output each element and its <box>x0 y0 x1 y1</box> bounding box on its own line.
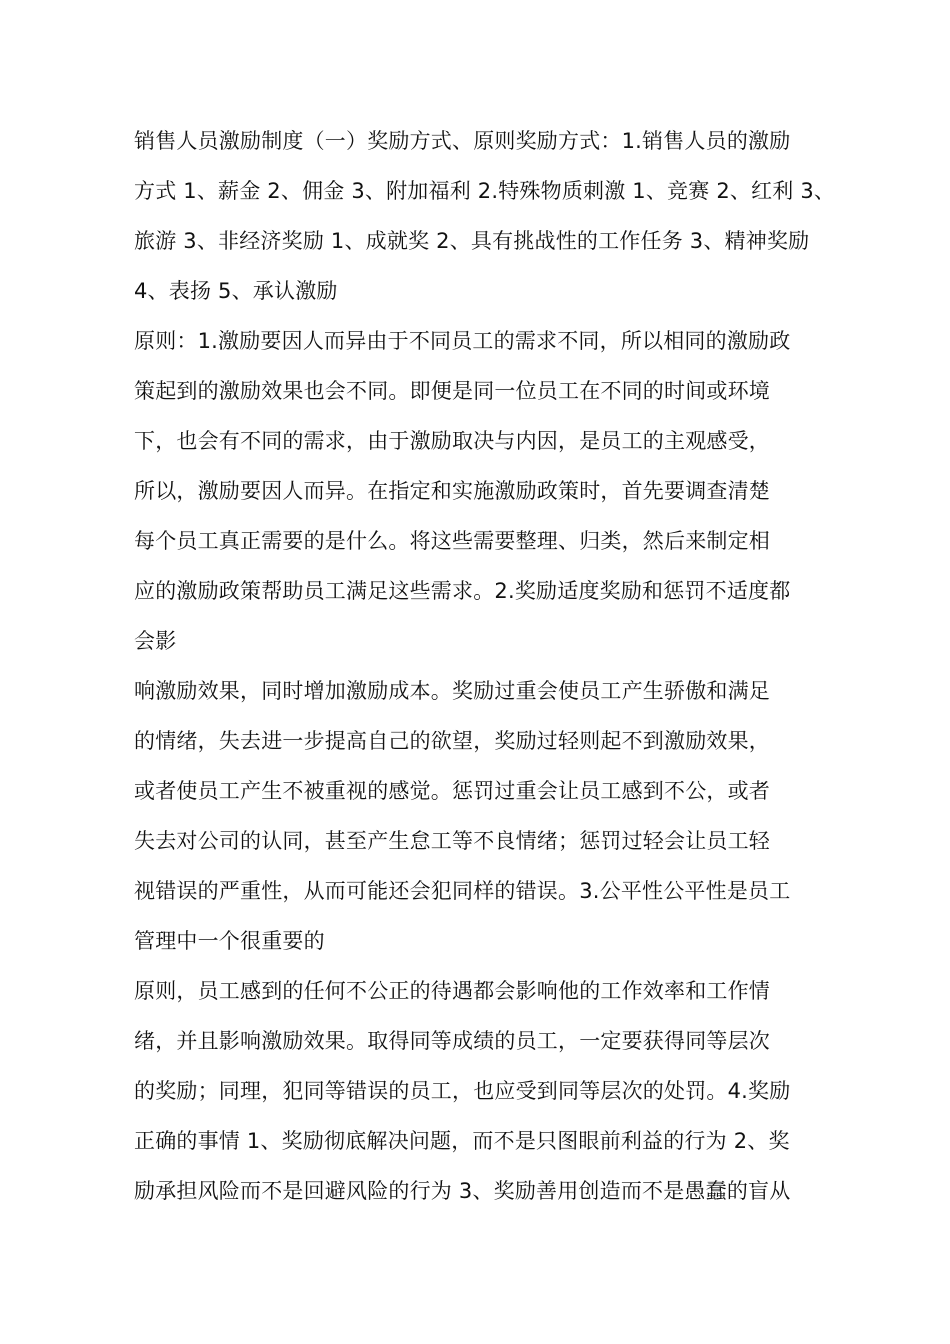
text-line: 失去对公司的认同，甚至产生怠工等不良情绪；惩罚过轻会让员工轻 <box>134 829 770 853</box>
text-line: 原则，员工感到的任何不公正的待遇都会影响他的工作效率和工作情 <box>134 979 770 1003</box>
text-line: 旅游 3、非经济奖励 1、成就奖 2、具有挑战性的工作任务 3、精神奖励 <box>134 229 810 253</box>
text-line: 会影 <box>134 629 177 653</box>
text-line: 应的激励政策帮助员工满足这些需求。2.奖励适度奖励和惩罚不适度都 <box>134 579 791 603</box>
text-line: 绪，并且影响激励效果。取得同等成绩的员工，一定要获得同等层次 <box>134 1029 770 1053</box>
text-line: 4、表扬 5、承认激励 <box>134 279 338 303</box>
text-line: 响激励效果，同时增加激励成本。奖励过重会使员工产生骄傲和满足 <box>134 679 770 703</box>
text-line: 所以，激励要因人而异。在指定和实施激励政策时，首先要调查清楚 <box>134 479 770 503</box>
text-line: 每个员工真正需要的是什么。将这些需要整理、归类，然后来制定相 <box>134 529 770 553</box>
text-line: 销售人员激励制度（一）奖励方式、原则奖励方式：1.销售人员的激励 <box>134 129 791 153</box>
body-text <box>134 116 856 1216</box>
text-line: 励承担风险而不是回避风险的行为 3、奖励善用创造而不是愚蠢的盲从 <box>134 1179 791 1203</box>
text-line: 的奖励；同理，犯同等错误的员工，也应受到同等层次的处罚。4.奖励 <box>134 1079 791 1103</box>
text-line: 正确的事情 1、奖励彻底解决问题，而不是只图眼前利益的行为 2、奖 <box>134 1129 790 1153</box>
text-line: 策起到的激励效果也会不同。即便是同一位员工在不同的时间或环境 <box>134 379 770 403</box>
text-line: 管理中一个很重要的 <box>134 929 325 953</box>
text-line: 视错误的严重性，从而可能还会犯同样的错误。3.公平性公平性是员工 <box>134 879 791 903</box>
text-line: 下，也会有不同的需求，由于激励取决与内因，是员工的主观感受， <box>134 429 770 453</box>
text-line: 原则：1.激励要因人而异由于不同员工的需求不同，所以相同的激励政 <box>134 329 791 353</box>
text-line: 方式 1、薪金 2、佣金 3、附加福利 2.特殊物质刺激 1、竞赛 2、红利 3、 <box>134 179 836 203</box>
text-line: 或者使员工产生不被重视的感觉。惩罚过重会让员工感到不公，或者 <box>134 779 770 803</box>
text-line: 的情绪，失去进一步提高自己的欲望，奖励过轻则起不到激励效果， <box>134 729 770 753</box>
